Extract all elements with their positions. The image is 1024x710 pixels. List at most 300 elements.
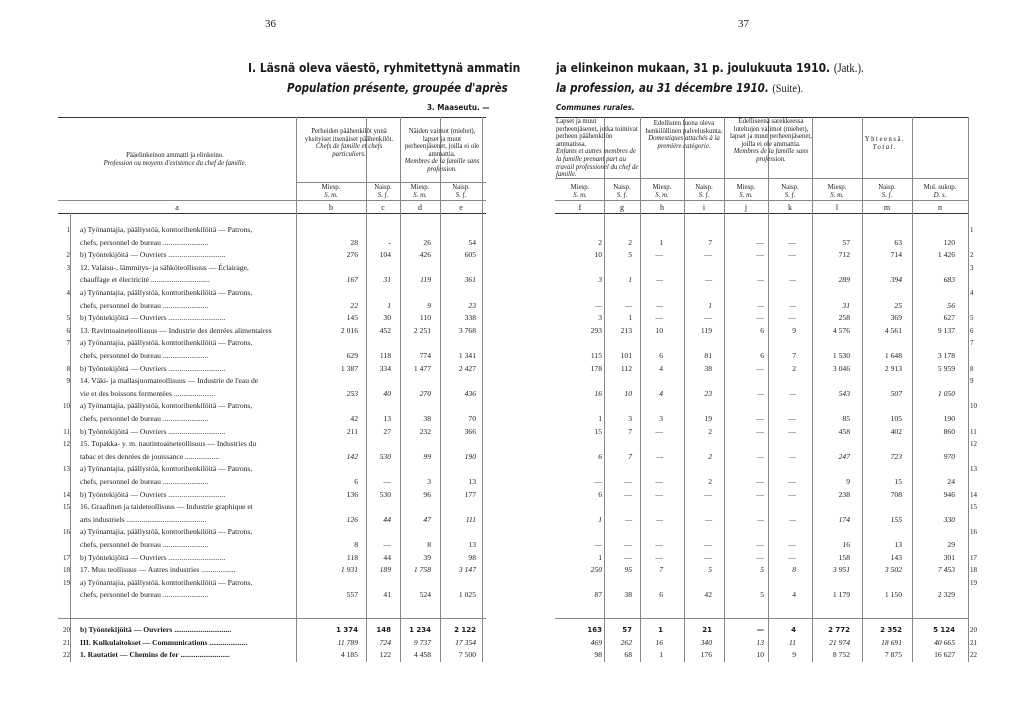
cell-value: 17 354: [455, 637, 476, 647]
cell-value: 1 530: [832, 351, 850, 360]
row-number-left: 16: [63, 528, 70, 537]
row-number-right: 11: [970, 427, 977, 436]
cell-value: 708: [890, 489, 902, 499]
sub-header-line: S. m.: [655, 191, 669, 199]
header-col-f-fi: Lapset ja muut perheenjäsenet, jotka toimivat perheen päähenkilön ammatissa.: [556, 118, 638, 148]
cell-value: 2: [708, 477, 712, 486]
rule-subhead-left: [296, 182, 486, 183]
cell-value: 23: [468, 300, 476, 310]
cell-value: 724: [379, 637, 391, 647]
cell-value: 24: [947, 477, 955, 486]
cell-value: 40 665: [934, 637, 955, 647]
rule-head-bottom-right: [555, 213, 969, 214]
cell-value: 44: [383, 514, 391, 524]
cell-value: —: [705, 514, 712, 524]
cell-value: —: [655, 540, 663, 549]
cell-value: 44: [383, 552, 391, 562]
cell-value: 330: [943, 514, 955, 524]
cell-value: 8: [354, 540, 358, 549]
row-label: b) Työntekijöitä — Ouvriers ..............................: [80, 313, 226, 323]
cell-value: 629: [346, 351, 358, 360]
cell-value: 16 627: [934, 650, 955, 660]
sub-header-line: Naisp.: [613, 184, 631, 191]
column-letter-n: n: [938, 203, 942, 212]
cell-value: 2 329: [937, 590, 955, 600]
rule-col-right-8: [968, 117, 969, 662]
row-number-right: 15: [970, 503, 977, 512]
table-title-right: [556, 60, 864, 76]
cell-value: 1: [387, 300, 391, 310]
cell-value: 361: [464, 275, 476, 285]
sub-header-line: S. f.: [698, 191, 710, 199]
cell-value: —: [757, 388, 764, 398]
cell-value: 7: [628, 426, 632, 436]
cell-value: —: [788, 414, 796, 423]
cell-value: 8: [792, 565, 796, 575]
cell-value: 112: [620, 363, 632, 373]
cell-value: 4 458: [413, 650, 431, 660]
row-label: chauffage et électricité ...............................: [80, 275, 210, 285]
cell-value: 469: [590, 637, 602, 647]
row-number-left: 17: [63, 553, 70, 562]
rule-sum-left: [58, 618, 486, 619]
cell-value: 530: [379, 451, 391, 461]
cell-value: 5 959: [937, 363, 955, 373]
header-col-h-fi: Edellisten luona oleva henkilöllinen palveluskunta.: [645, 120, 723, 135]
column-letter-g: g: [620, 203, 624, 212]
cell-value: 145: [346, 313, 358, 323]
sub-header-line: S. m.: [324, 191, 338, 199]
column-letter-l: l: [835, 203, 839, 212]
cell-value: 25: [894, 300, 902, 310]
cell-value: 2: [628, 237, 632, 247]
column-letter-i: i: [702, 203, 706, 212]
row-label: a) Työnantajia, päällystöä, konttorihenkilöitä — Patrons,: [80, 527, 253, 537]
cell-value: 258: [838, 313, 850, 323]
cell-value: —: [789, 451, 796, 461]
cell-value: —: [788, 237, 796, 247]
cell-value: 605: [464, 250, 476, 260]
cell-value: 2: [708, 426, 712, 436]
cell-value: —: [655, 477, 663, 486]
cell-value: 1: [628, 275, 632, 285]
cell-value: 16: [594, 388, 602, 398]
cell-value: 262: [620, 637, 632, 647]
cell-value: —: [756, 540, 764, 549]
rule-col-left-4: [482, 117, 483, 662]
row-label: chefs, personnel de bureau ........................: [80, 300, 209, 310]
column-letter-h: h: [660, 203, 664, 212]
sub-header-line: S. f.: [455, 191, 467, 199]
cell-value: —: [756, 477, 764, 486]
cell-value: 126: [346, 514, 358, 524]
rule-sum-right: [555, 618, 969, 619]
header-col-h: [644, 120, 724, 150]
cell-value: 8: [427, 540, 431, 549]
cell-value: 28: [350, 237, 358, 247]
cell-value: —: [704, 489, 712, 499]
row-number-left: 1: [66, 226, 70, 234]
column-letter-e: e: [459, 203, 463, 212]
cell-value: 6: [760, 351, 764, 360]
sub-header-line: Naisp.: [695, 184, 713, 191]
cell-value: —: [788, 477, 796, 486]
cell-value: 9: [792, 325, 796, 335]
row-number-right: 1: [970, 226, 974, 234]
row-number-right: 2: [970, 251, 974, 260]
row-number-right: 22: [970, 651, 977, 660]
rule-letters-right: [555, 200, 969, 201]
cell-value: —: [383, 477, 391, 486]
sub-header-R4: [724, 184, 768, 199]
row-label: b) Työntekijöitä — Ouvriers ..............................: [80, 363, 226, 373]
page-number-right: 37: [738, 18, 749, 30]
cell-value: 87: [594, 590, 602, 600]
cell-value: 3 178: [937, 351, 955, 360]
row-label: chefs, personnel de bureau ........................: [80, 237, 209, 247]
cell-value: 178: [590, 363, 602, 373]
cell-value: 1: [598, 514, 602, 524]
cell-value: 6: [598, 451, 602, 461]
cell-value: 250: [590, 565, 602, 575]
cell-value: —: [655, 489, 663, 499]
cell-value: —: [704, 250, 712, 260]
cell-value: 38: [624, 590, 632, 600]
cell-value: 10: [655, 325, 663, 335]
sub-header-R2: [640, 184, 684, 199]
row-number-left: 21: [63, 638, 70, 647]
cell-value: —: [757, 514, 764, 524]
row-label: a) Työnantajia, päällystöä, konttorihenkilöitä — Patrons,: [80, 225, 253, 234]
cell-value: 167: [346, 275, 358, 285]
row-number-left: 22: [63, 651, 70, 660]
row-number-left: 9: [66, 377, 70, 386]
row-number-left: 3: [66, 263, 70, 272]
cell-value: 7 500: [458, 650, 476, 660]
cell-value: —: [789, 514, 796, 524]
cell-value: 142: [346, 451, 358, 461]
table-title-left: I. Läsnä oleva väestö, ryhmitettynä ammatin: [248, 60, 521, 75]
sub-header-line: Miesp.: [827, 184, 847, 191]
row-number-right: 21: [970, 638, 977, 647]
cell-value: 9: [427, 300, 431, 310]
sub-header-line: S. m.: [573, 191, 587, 199]
column-letter-j: j: [744, 203, 748, 212]
cell-value: 2 352: [880, 626, 902, 634]
cell-value: 1 426: [937, 250, 955, 260]
cell-value: 723: [890, 451, 902, 461]
row-label: chefs, personnel de bureau ........................: [80, 540, 209, 549]
cell-value: 2 427: [458, 363, 476, 373]
cell-value: 1 025: [458, 590, 476, 600]
cell-value: 2: [708, 451, 712, 461]
cell-value: 7: [708, 237, 712, 247]
row-number-left: 15: [63, 503, 70, 512]
row-number-left: 2: [66, 251, 70, 260]
row-number-left: 20: [63, 626, 70, 634]
cell-value: —: [624, 489, 632, 499]
row-number-right: 14: [970, 490, 977, 499]
cell-value: 2 122: [454, 626, 476, 634]
cell-value: —: [595, 300, 602, 310]
cell-value: 118: [379, 351, 391, 360]
sub-header-R6: [812, 184, 862, 199]
cell-value: 13: [468, 540, 476, 549]
cell-value: 7 875: [884, 650, 902, 660]
cell-value: 111: [465, 514, 476, 524]
cell-value: 54: [468, 237, 476, 247]
row-number-right: 18: [970, 566, 977, 575]
sub-header-line: Naisp.: [878, 184, 896, 191]
row-label: b) Työntekijöitä — Ouvriers ..............................: [80, 426, 226, 436]
row-label: chefs, personnel de bureau ........................: [80, 590, 209, 600]
cell-value: 394: [890, 275, 902, 285]
row-label: b) Työntekijöitä — Ouvriers ..............................: [80, 625, 232, 634]
cell-value: 85: [842, 414, 850, 423]
cell-value: —: [756, 489, 764, 499]
cell-value: —: [788, 489, 796, 499]
cell-value: 11 789: [337, 637, 358, 647]
cell-value: 970: [943, 451, 955, 461]
cell-value: 120: [943, 237, 955, 247]
row-number-left: 19: [63, 578, 70, 587]
cell-value: 42: [704, 590, 712, 600]
cell-value: 30: [383, 313, 391, 323]
cell-value: 627: [943, 313, 955, 323]
sub-header-line: S. m.: [413, 191, 427, 199]
cell-value: 211: [346, 426, 358, 436]
cell-value: 31: [383, 275, 391, 285]
cell-value: 1: [658, 626, 663, 634]
row-number-right: 7: [970, 339, 974, 348]
cell-value: —: [756, 237, 764, 247]
sub-header-R8: [912, 184, 968, 199]
header-col-l-fi: Yhteensä.: [864, 136, 906, 143]
cell-value: 15: [894, 477, 902, 486]
sub-header-line: Miesp.: [321, 184, 341, 191]
cell-value: 21: [702, 626, 712, 634]
cell-value: —: [594, 477, 602, 486]
cell-value: 1 234: [409, 626, 431, 634]
header-col-l: [820, 136, 950, 151]
cell-value: 1 150: [884, 590, 902, 600]
cell-value: 16: [842, 540, 850, 549]
sub-header-line: Miesp.: [736, 184, 756, 191]
sub-header-line: D. s.: [933, 191, 947, 199]
cell-value: 5: [628, 250, 632, 260]
cell-value: 2 772: [828, 626, 850, 634]
cell-value: 3 046: [832, 363, 850, 373]
table-subtitle-right-suffix: (Suite).: [772, 81, 804, 95]
cell-value: 136: [346, 489, 358, 499]
cell-value: 270: [419, 388, 431, 398]
sub-header-line: Naisp.: [452, 184, 470, 191]
cell-value: 190: [464, 451, 476, 461]
cell-value: 119: [700, 325, 712, 335]
cell-value: 452: [379, 325, 391, 335]
cell-value: 4: [659, 363, 663, 373]
cell-value: 9: [846, 477, 850, 486]
header-profession: [60, 152, 290, 168]
cell-value: 426: [419, 250, 431, 260]
header-profession-fr: Profession ou moyens d'existence du chef de famille.: [103, 160, 247, 167]
cell-value: 1 179: [832, 590, 850, 600]
cell-value: 683: [943, 275, 955, 285]
header-col-f: [556, 118, 640, 179]
cell-value: 6: [354, 477, 358, 486]
row-number-right: 8: [970, 364, 974, 373]
row-label: a) Työnantajia, päällystöä, konttorihenkilöitä — Patrons,: [80, 288, 253, 297]
header-col-j-fr: Membres de la famille sans profession.: [733, 148, 809, 163]
sub-header-line: S. m.: [739, 191, 753, 199]
sub-header-L2: [400, 184, 440, 199]
sub-header-line: S. f.: [616, 191, 628, 199]
cell-value: 6: [659, 590, 663, 600]
sub-header-line: Naisp.: [781, 184, 799, 191]
row-number-right: 20: [970, 626, 977, 634]
cell-value: 5 124: [933, 626, 955, 634]
cell-value: 98: [594, 650, 602, 660]
cell-value: —: [655, 313, 663, 323]
row-number-left: 12: [63, 440, 70, 449]
row-number-right: 16: [970, 528, 977, 537]
sub-header-L3: [440, 184, 482, 199]
row-label: 13. Ravintoaineteollisuus — Industrie des denrées alimentaires: [80, 325, 272, 335]
cell-value: 57: [842, 237, 850, 247]
cell-value: 7: [792, 351, 796, 360]
cell-value: 23: [704, 388, 712, 398]
page-number-left: 36: [265, 18, 276, 30]
cell-value: 1: [659, 237, 663, 247]
cell-value: 213: [620, 325, 632, 335]
cell-value: 42: [350, 414, 358, 423]
cell-value: 774: [419, 351, 431, 360]
row-number-right: 4: [970, 289, 974, 297]
column-letter-c: c: [381, 203, 385, 212]
cell-value: 96: [423, 489, 431, 499]
row-number-right: 5: [970, 314, 974, 323]
row-number-left: 13: [63, 465, 70, 474]
cell-value: 4: [659, 388, 663, 398]
header-col-b-fi: Perheiden päähenkilöt ynnä yksityiset itsenäiset päähenkilöt.: [304, 128, 394, 143]
cell-value: 232: [419, 426, 431, 436]
cell-value: 15: [594, 426, 602, 436]
sub-header-line: Mol. sukup.: [923, 184, 957, 191]
header-col-j: [728, 118, 814, 164]
cell-value: 38: [704, 363, 712, 373]
cell-value: 31: [842, 300, 850, 310]
cell-value: 68: [624, 650, 632, 660]
cell-value: 95: [624, 565, 632, 575]
row-label: chefs, personnel de bureau ........................: [80, 477, 209, 486]
cell-value: 5: [760, 565, 764, 575]
cell-value: 3: [598, 313, 602, 323]
cell-value: —: [788, 250, 796, 260]
cell-value: 189: [379, 565, 391, 575]
column-letter-k: k: [788, 203, 792, 212]
row-number-left: 8: [66, 364, 70, 373]
cell-value: 340: [700, 637, 712, 647]
row-number-right: 13: [970, 465, 977, 474]
section-title-right: Communes rurales.: [556, 103, 635, 112]
cell-value: 458: [838, 426, 850, 436]
cell-value: 3: [427, 477, 431, 486]
cell-value: 41: [383, 590, 391, 600]
row-number-right: 3: [970, 263, 974, 272]
cell-value: 1 931: [340, 565, 358, 575]
row-number-right: 19: [970, 578, 977, 587]
cell-value: 2 016: [340, 325, 358, 335]
cell-value: 238: [838, 489, 850, 499]
cell-value: 143: [890, 552, 902, 562]
column-letter-f: f: [578, 203, 582, 212]
cell-value: 177: [464, 489, 476, 499]
cell-value: 4 561: [884, 325, 902, 335]
cell-value: 10: [624, 388, 632, 398]
cell-value: 174: [838, 514, 850, 524]
cell-value: 253: [346, 388, 358, 398]
row-label: a) Työnantajia, päällystöä, konttorihenkilöitä — Patrons,: [80, 464, 253, 474]
cell-value: 115: [590, 351, 602, 360]
header-col-b-fr: Chefs de famille et chefs particuliers.: [315, 143, 383, 158]
cell-value: 543: [838, 388, 850, 398]
cell-value: 402: [890, 426, 902, 436]
cell-value: —: [625, 514, 632, 524]
cell-value: —: [655, 426, 663, 436]
cell-value: —: [756, 250, 764, 260]
cell-value: 1: [598, 552, 602, 562]
cell-value: —: [757, 300, 764, 310]
cell-value: —: [704, 313, 712, 323]
sub-header-line: S. f.: [377, 191, 389, 199]
column-letter-m: m: [883, 203, 891, 212]
cell-value: 714: [890, 250, 902, 260]
cell-value: 3: [628, 414, 632, 423]
row-label: vie et des boissons fermentées ......................: [80, 388, 216, 398]
cell-value: 101: [620, 351, 632, 360]
cell-value: 16: [655, 637, 663, 647]
cell-value: —: [789, 300, 796, 310]
cell-value: 2 251: [413, 325, 431, 335]
cell-value: —: [655, 250, 663, 260]
row-number-right: 10: [970, 402, 977, 411]
cell-value: 148: [376, 626, 391, 634]
row-number-left: 6: [66, 326, 70, 335]
row-label: b) Työntekijöitä — Ouvriers ..............................: [80, 489, 226, 499]
cell-value: 21 974: [829, 637, 850, 647]
header-col-d-fi: Näiden vaimot (miehet), lapset ja muut perheenjäsenet, joilla ei ole ammattia.: [404, 128, 480, 158]
cell-value: —: [655, 552, 663, 562]
sub-header-L0: [296, 184, 366, 199]
row-label: 15. Tupakka- y. m. nautintoaineteollisuus — Industries du: [80, 439, 257, 449]
sub-header-R3: [684, 184, 724, 199]
cell-value: 366: [464, 426, 476, 436]
row-number-right: 12: [970, 440, 977, 449]
cell-value: 3 951: [832, 565, 850, 575]
row-number-right: 17: [970, 553, 977, 562]
cell-value: 81: [704, 351, 712, 360]
cell-value: 110: [419, 313, 431, 323]
sub-header-L1: [366, 184, 400, 199]
cell-value: —: [756, 426, 764, 436]
cell-value: —: [594, 540, 602, 549]
row-label: 1. Rautatiet — Chemins de fer ..........................: [80, 650, 230, 660]
cell-value: 3 502: [884, 565, 902, 575]
cell-value: —: [625, 300, 632, 310]
cell-value: 2: [598, 237, 602, 247]
cell-value: 105: [890, 414, 902, 423]
cell-value: 13: [894, 540, 902, 549]
